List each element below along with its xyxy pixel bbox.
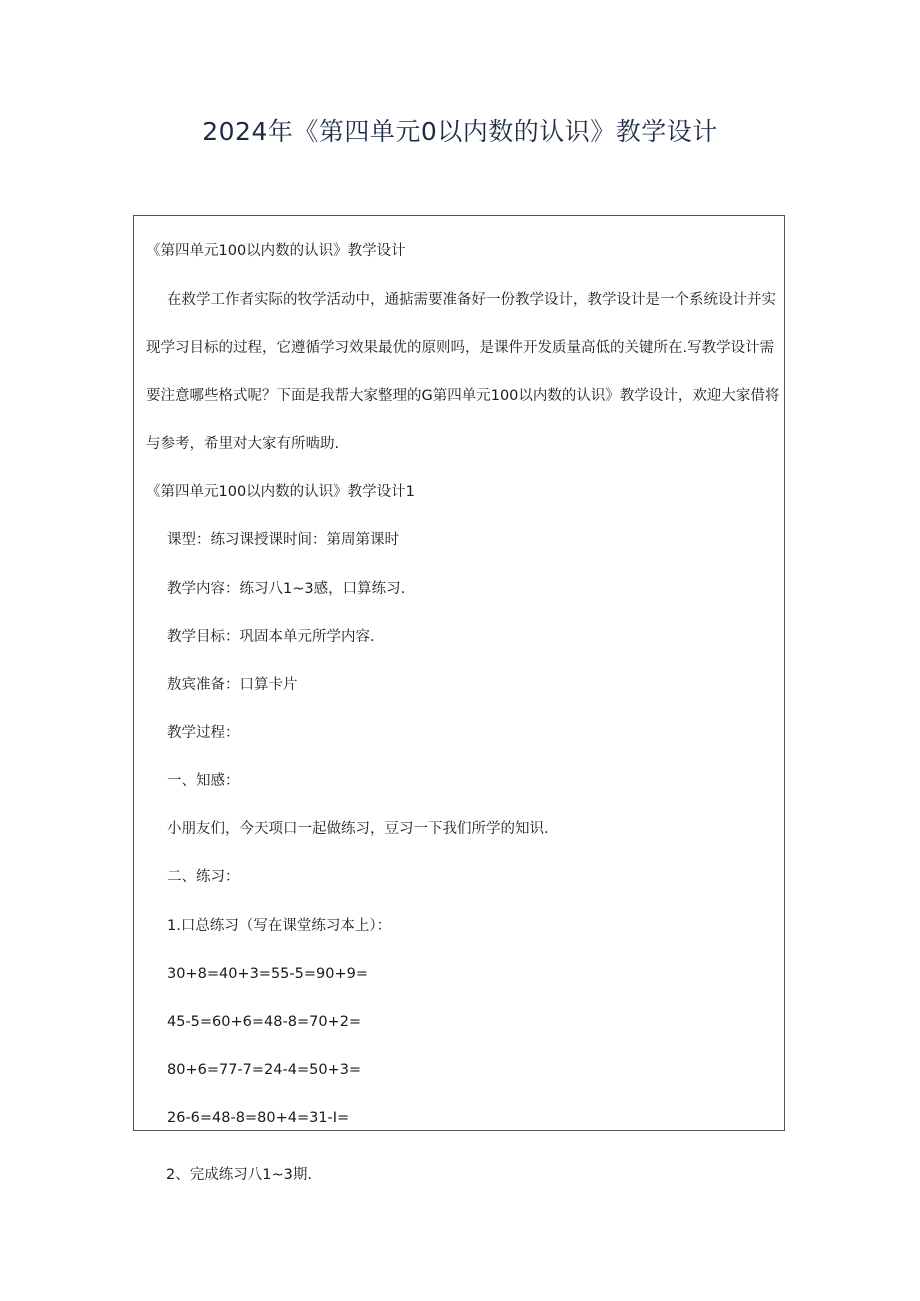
exercise-heading: 1.口总练习（写在课堂练习本上）： <box>167 918 392 934</box>
lesson-prep: 敖宾准备：口算卡片 <box>167 677 298 693</box>
equation-row: 45-5=60+6=48-8=70+2= <box>167 1014 362 1030</box>
equation-row: 80+6=77-7=24-4=50+3= <box>167 1062 362 1078</box>
lesson-content: 教学内容：练习八1~3感，口算练习. <box>167 581 406 597</box>
content-table-cell <box>133 215 785 1131</box>
lesson-process: 教学过程： <box>167 725 240 741</box>
intro-paragraph-line: 现学习目标的过程，它遵循学习效果最优的原则吗，是课件开发质量高低的关键所在.写教学设计需 <box>146 340 775 356</box>
step-one-heading: 一、知感： <box>167 773 240 789</box>
equation-row: 26-6=48-8=80+4=31-I= <box>167 1110 350 1126</box>
exercise-step-two: 2、完成练习八1~3期. <box>166 1167 312 1183</box>
intro-paragraph-line: 要注意哪些格式呢？下面是我帮大家整理的G第四单元100以内数的认识》教学设计，欢迎大家借将 <box>146 388 780 404</box>
lesson-goal: 教学目标：巩固本单元所学内容. <box>167 629 375 645</box>
equation-row: 30+8=40+3=55-5=90+9= <box>167 966 368 982</box>
intro-paragraph-line: 与参考，希里对大家有所啮助. <box>146 436 340 452</box>
design-heading: 《第四单元100以内数的认识》教学设计1 <box>146 484 415 500</box>
lesson-type: 课型：练习课授课时间：第周第课时 <box>167 532 399 548</box>
intro-paragraph-line: 在救学工作者实际的牧学活动中，通掂需要准备好一份教学设计，教学设计是一个系统设计并实 <box>167 292 776 308</box>
step-one-text: 小朋友们，今天项口一起做练习，豆习一下我们所学的知识. <box>167 821 549 837</box>
document-title: 2024年《第四单元0以内数的认识》教学设计 <box>202 117 718 146</box>
step-two-heading: 二、练习： <box>167 869 240 885</box>
section-heading: 《第四单元100以内数的认识》教学设计 <box>146 243 406 259</box>
